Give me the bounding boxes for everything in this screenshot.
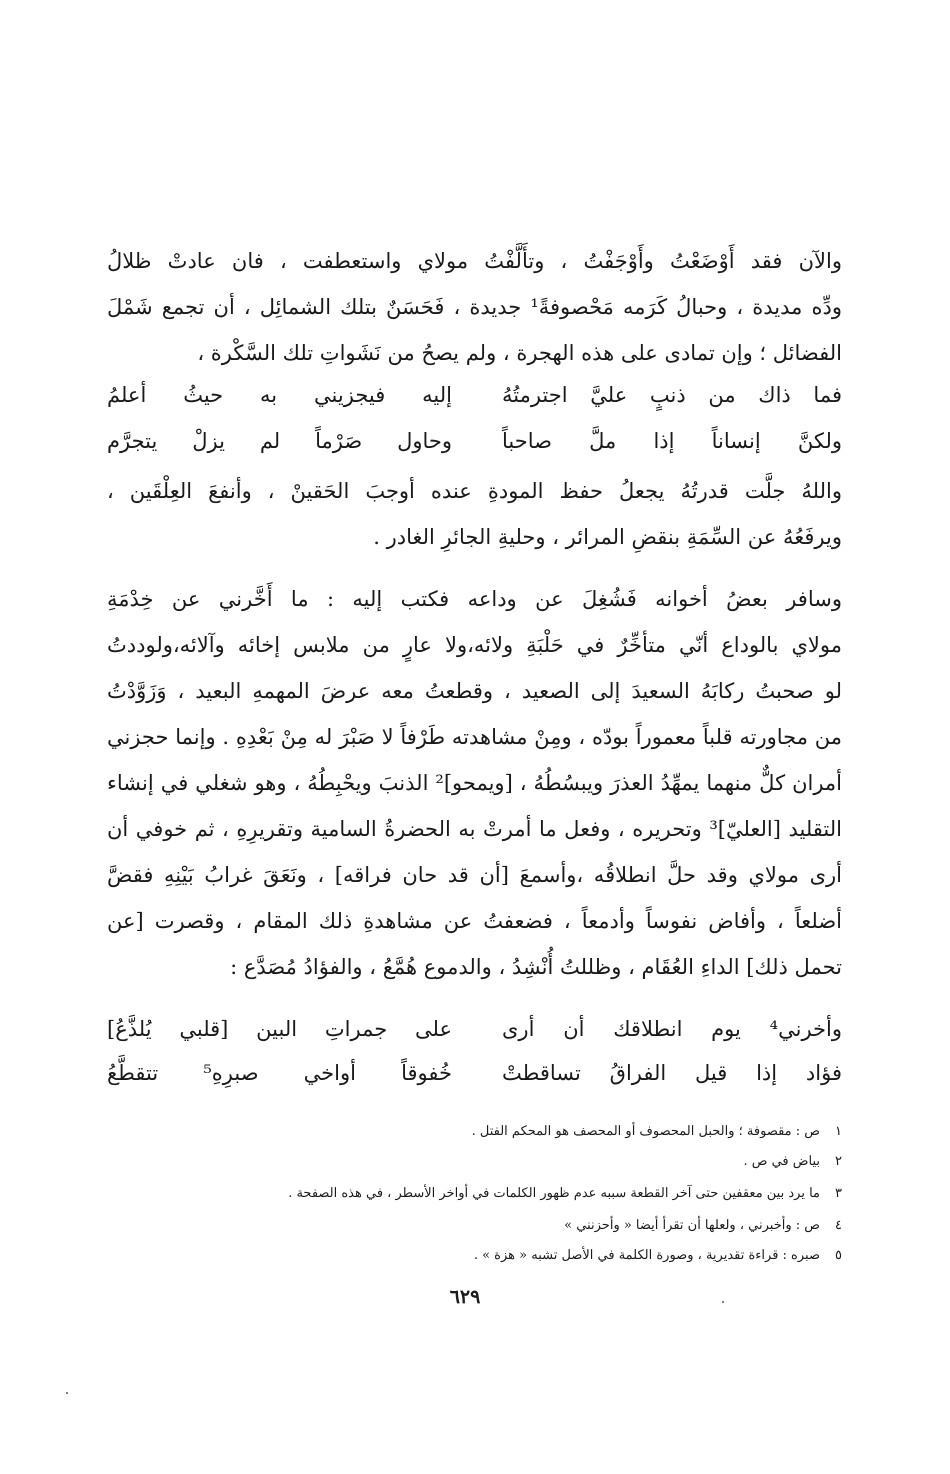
footnote-2 [743,1152,842,1172]
speck-mark [722,1301,724,1303]
text-line: والآن فقد أَوْضَعْتُ وأَوْجَفْتُ ، وتأَلَّفْتُ مولاي واستعطفت ، فان عادتْ ظلالُ [107,249,842,273]
text-line: ودِّه مديدة ، وحبالُ كَرَمه مَحْصوفةً¹ جديدة ، فَحَسَنٌ بتلك الشمائِل ، أن تجمع شَمْلَ [107,295,842,319]
footnote-4 [564,1216,842,1236]
footnote-number: ٤ [835,1218,842,1233]
text-line: تحمل ذلك] الداءِ العُقَام ، وظللتُ أُنْشِدُ ، والدموع هُمَّعُ ، والفؤادُ مُصَدَّع : [230,955,842,979]
footnote-number: ٢ [835,1154,842,1169]
poem-verse [107,1058,842,1090]
page-number: ٦٢٩ [449,1286,481,1308]
footnote-3 [288,1184,842,1204]
speck-mark [66,1392,68,1394]
footnote-number: ١ [835,1124,842,1139]
poem-verse [107,1014,842,1046]
verse-first-hemistich: ولكنَّ إنساناً إذا ملَّ صاحباً [502,429,842,453]
verse-second-hemistich: خُفوقاً أواخي صبرِهِ⁵ تتقطَّعُ [107,1061,453,1085]
verse-second-hemistich: على جمراتِ البين [قلبي يُلذَّعُ] [107,1017,452,1041]
poem-verse [107,380,842,412]
text-line: أمران كلٌّ منهما يمهِّدُ العذرَ ويبسُطُهُ ، [ويمحو]² الذنبَ ويحْبِطُهُ ، وهو شغلي في إنشاء [107,771,842,795]
text-line: مولاي بالوداع أنّي متأخِّرٌ في حَلْبَةِ ولائه،ولا عارٍ من ملابس إخائه وآلائه،ولوددتُ [107,633,843,657]
verse-first-hemistich: وأخرني⁴ يوم انطلاقك أن أرى [502,1017,842,1041]
verse-first-hemistich: فؤاد إذا قيل الفراقُ تساقطتْ [502,1061,842,1085]
footnote-1 [472,1122,842,1142]
text-line: لو صحبتُ ركابَهُ السعيدَ إلى الصعيد ، وقطعتُ معه عرضَ المهمهِ البعيد ، وَزَوَّدْتُ [107,679,842,703]
footnote-5 [474,1246,842,1266]
text-line: التقليد [العليّ]³ وتحريره ، وفعل ما أمرتْ به الحضرةُ السامية وتقريرِهِ ، ثم خوفي أن [107,817,842,841]
verse-second-hemistich: وحاول صَرْماً لم يزلْ يتجرَّم [107,429,452,453]
footnote-text: ص : وأخبرني ، ولعلها أن تقرأ أيضا « وأحزنني » [564,1218,820,1233]
poem-verse [107,426,842,458]
footnote-text: ما يرد بين معقفين حتى آخر القطعة سببه عدم ظهور الكلمات في أواخر الأسطر ، في هذه الصفحة . [288,1186,820,1201]
footnote-text: صبره : قراءة تقديرية ، وصورة الكلمة في الأصل تشبه « هزة » . [473,1248,820,1263]
footnote-number: ٣ [835,1186,842,1201]
footnote-text: بياض في ص . [743,1154,820,1169]
footnote-number: ٥ [835,1248,842,1263]
text-line: أضلعاً ، وأفاض نفوساً وأدمعاً ، فضعفتُ عن مشاهدةِ ذلك المقام ، وقصرت [عن [107,909,842,933]
verse-second-hemistich: إليه فيجزيني به حيثُ أعلمُ [107,383,452,407]
text-line: وسافر بعضُ أخوانه فَشُغِلَ عن وداعه فكتب إليه : ما أَخَّرني عن خِدْمَةِ [107,587,842,611]
verse-first-hemistich: فما ذاك من ذنبٍ عليَّ اجترمتُهُ [502,383,842,407]
text-line: أرى مولاي وقد حلَّ انطلاقُه ،وأسمعَ [أن قد حان فراقه] ، ونَعَقَ غرابُ بَيْنِهِ فقضَّ [107,863,842,887]
text-line: واللهُ جلَّت قدرتُهُ يجعلُ حفظ المودةِ عنده أوجبَ الحَقينْ ، وأنفعَ العِلْقَين ، [107,479,842,503]
footnote-text: ص : مقصوفة ؛ والحبل المحصوف أو المحصف هو المحكم الفتل . [471,1124,820,1139]
text-line: ويرفَعُهُ عن السِّمَةِ بنقضِ المرائر ، وحليةِ الجائرِ الغادر . [373,525,842,549]
text-line: الفضائل ؛ وإن تمادى على هذه الهجرة ، ولم يصحُ من نَشَواتِ تلك السَّكْرة ، [197,341,842,365]
text-line: من مجاورته قلباً معموراً بودّه ، ومِنْ مشاهدته طَرْفاً لا صَبْرَ له مِنْ بَعْدِهِ . وإنما حجزني [107,725,842,749]
